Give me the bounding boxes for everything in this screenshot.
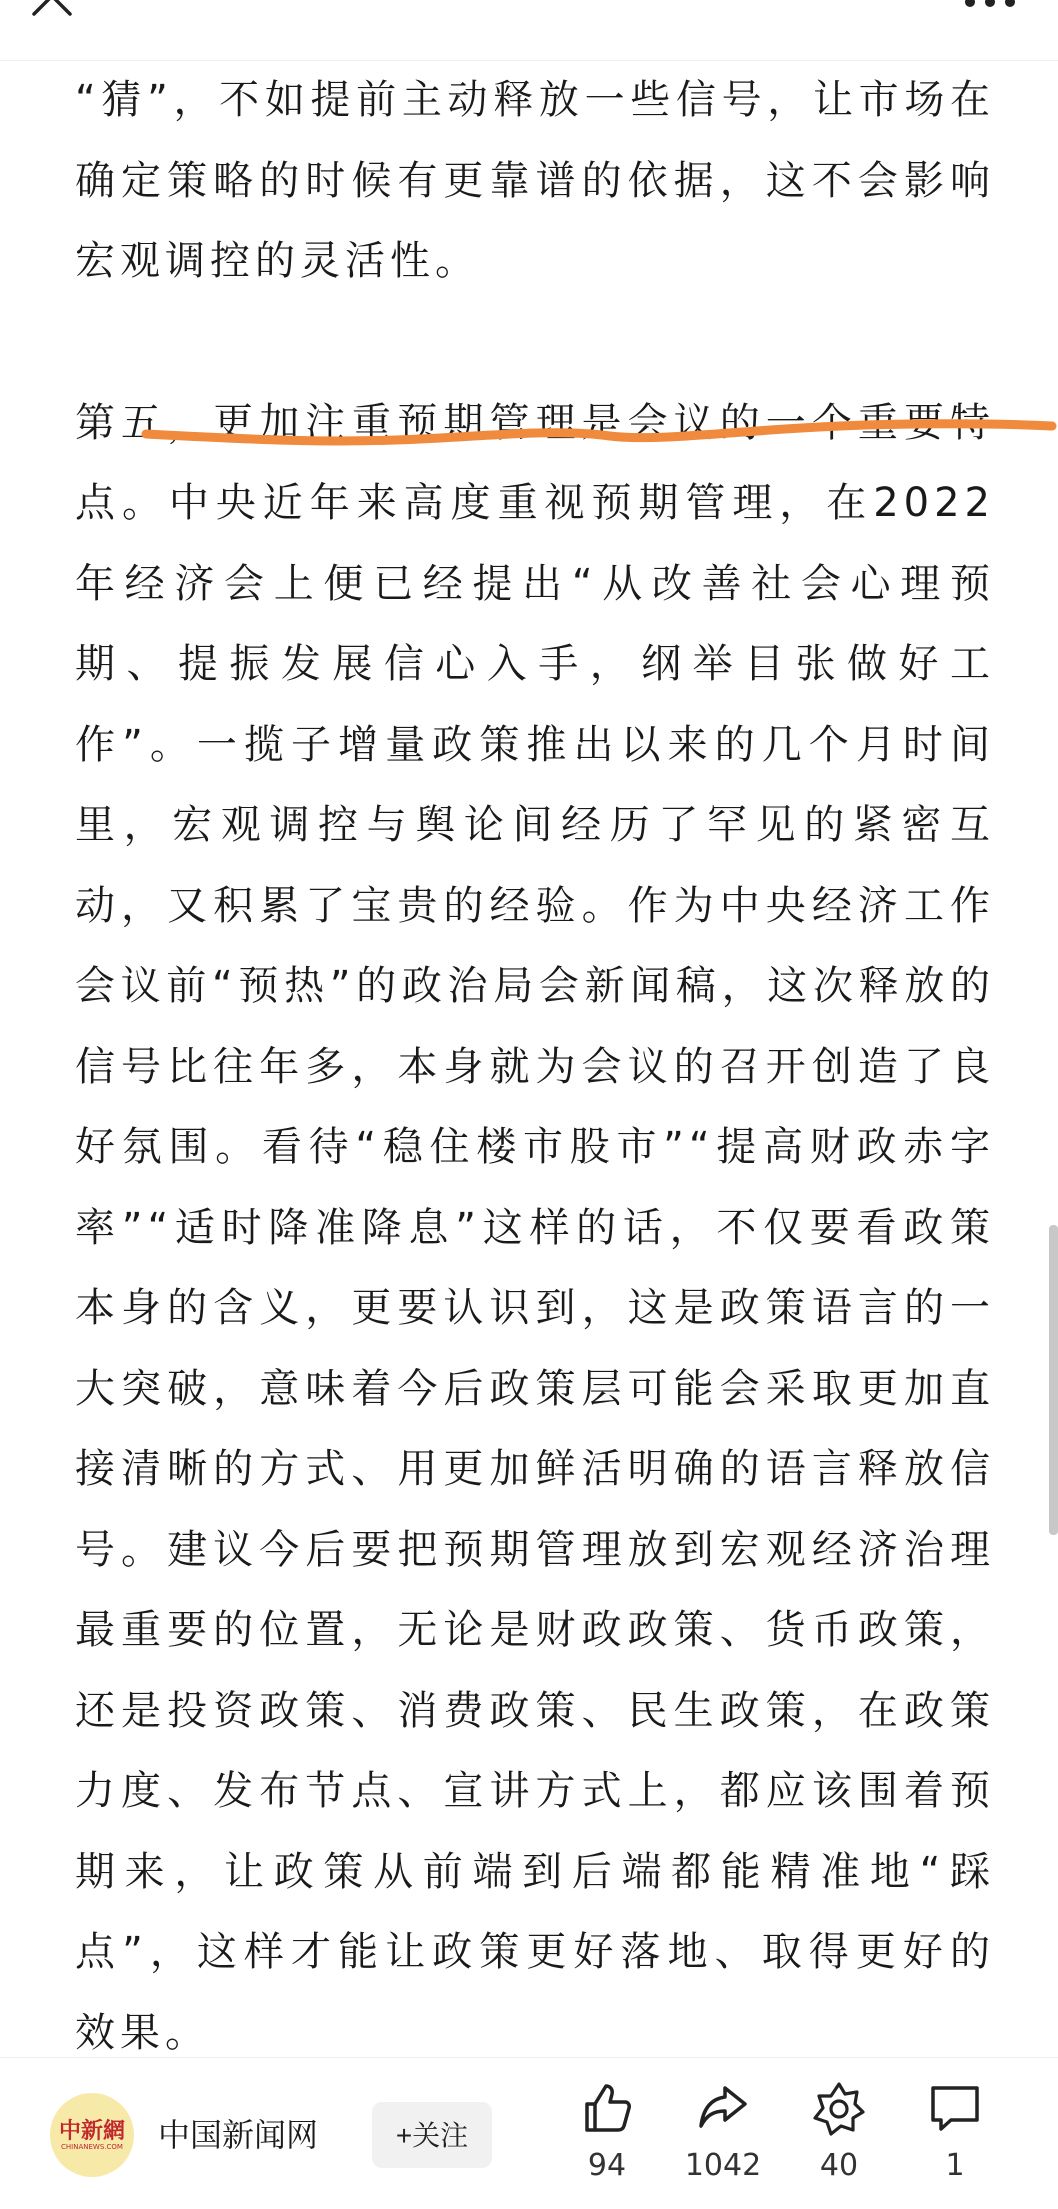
source-name[interactable]: 中国新闻网	[158, 2116, 319, 2154]
close-icon[interactable]	[30, 0, 74, 18]
article-body	[75, 60, 995, 2073]
more-icon[interactable]	[962, 0, 1018, 10]
comment-count: 1	[945, 2148, 965, 2183]
comment-button[interactable]	[900, 2080, 1010, 2200]
bottom-action-bar	[0, 2057, 1058, 2209]
article-paragraph: 第五，更加注重预期管理是会议的一个重要特点。中央近年来高度重视预期管理，在2022年经济会上便已经提出“从改善社会心理预期、提振发展信心入手，纲举目张做好工作”。一揽子增量政策推出以来的几个月时间里，宏观调控与舆论间经历了罕见的紧密互动，又积累了宝贵的经验。作为中央经济工作会议前“预热”的政治局会新闻稿，这次释放的信号比往年多，本身就为会议的召开创造了良好氛围。看待“稳住楼市股市”“提高财政赤字率”“适时降准降息”这样的话，不仅要看政策本身的含义，更要认识到，这是政策语言的一大突破，意味着今后政策层可能会采取更加直接清晰的方式、用更加鲜活明确的语言释放信号。建议今后要把预期管理放到宏观经济治理最重要的位置，无论是财政政策、货币政策，还是投资政策、消费政策、民生政策，在政策力度、发布节点、宣讲方式上，都应该围着预期来，让政策从前端到后端都能精准地“踩点”，这样才能让政策更好落地、取得更好的效果。	[75, 399, 995, 2056]
share-button[interactable]	[668, 2080, 778, 2200]
scrollbar-thumb[interactable]	[1049, 1225, 1058, 1535]
article-paragraph: “猜”，不如提前主动释放一些信号，让市场在确定策略的时候有更靠谱的依据，这不会影响宏观调控的灵活性。	[75, 77, 995, 284]
thumbs-up-icon	[579, 2080, 635, 2136]
share-count: 1042	[684, 2148, 762, 2183]
collect-button[interactable]	[784, 2080, 894, 2200]
collect-icon	[811, 2080, 867, 2136]
collect-count: 40	[819, 2148, 859, 2183]
comment-icon	[927, 2080, 983, 2136]
like-button[interactable]	[552, 2080, 662, 2200]
logo-subtext: CHINANEWS.COM	[61, 2142, 123, 2151]
top-bar	[0, 0, 1058, 61]
like-count: 94	[587, 2148, 627, 2183]
logo-text: 中新網	[58, 2117, 125, 2144]
share-icon	[695, 2080, 751, 2136]
source-logo[interactable]	[50, 2093, 134, 2177]
follow-button[interactable]: +关注	[372, 2102, 492, 2168]
